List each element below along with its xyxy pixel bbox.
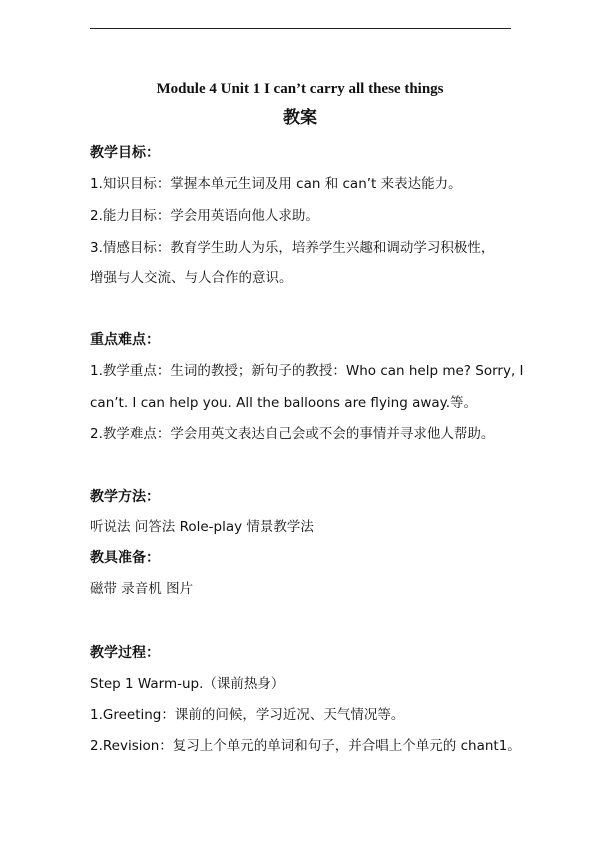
header-rule [90,28,511,29]
methods-heading: 教学方法： [90,489,160,505]
document-subtitle: 教案 [283,108,317,128]
materials-heading: 教具准备： [90,550,160,566]
process-item: 2.Revision：复习上个单元的单词和句子，并合唱上个单元的 chant1。 [90,738,521,754]
objective-item: 增强与人交流、与人合作的意识。 [90,270,293,286]
process-item: 1.Greeting：课前的问候，学习近况、天气情况等。 [90,707,405,723]
process-item: Step 1 Warm-up.（课前热身） [90,676,285,692]
document-title: Module 4 Unit 1 I can’t carry all these things [156,81,444,97]
objective-item: 3.情感目标：教育学生助人为乐，培养学生兴趣和调动学习积极性， [90,240,495,256]
key-point-item: can’t. I can help you. All the balloons are flying away.等。 [90,395,478,411]
objective-item: 1.知识目标：掌握本单元生词及用 can 和 can’t 来表达能力。 [90,176,462,192]
key-points-heading: 重点难点： [90,332,160,348]
key-point-item: 2.教学难点：学会用英文表达自己会或不会的事情并寻求他人帮助。 [90,426,495,442]
objective-item: 2.能力目标：学会用英语向他人求助。 [90,208,319,224]
key-point-item: 1.教学重点：生词的教授；新句子的教授：Who can help me? Sorry, I [90,363,524,379]
methods-text: 听说法 问答法 Role-play 情景教学法 [90,519,314,535]
objectives-heading: 教学目标： [90,145,160,161]
materials-text: 磁带 录音机 图片 [90,581,194,597]
process-heading: 教学过程： [90,645,160,661]
